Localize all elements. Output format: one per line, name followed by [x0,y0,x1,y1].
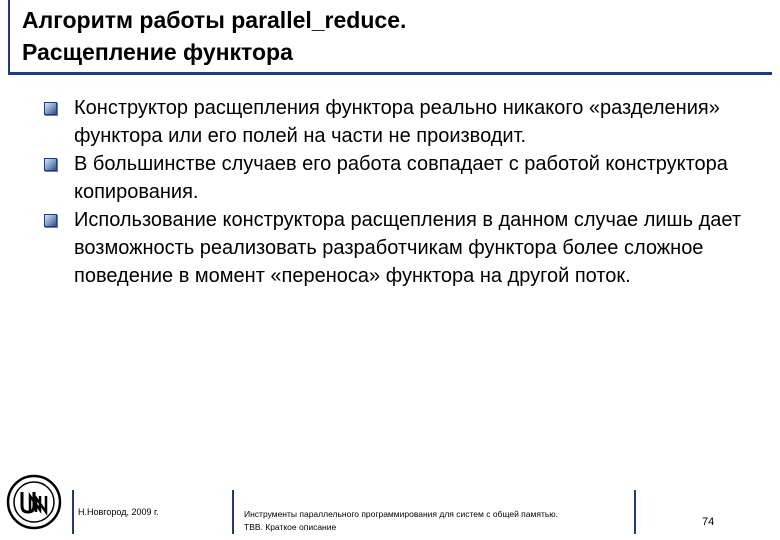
footer-course [244,508,624,534]
footer-divider [634,490,636,534]
slide-title [22,4,762,68]
title-underline [8,72,772,75]
unn-logo-icon [6,474,62,530]
page-number: 74 [702,516,715,528]
bullet-text: Конструктор расщепления функтора реально никакого «разделения» функтора или его полей на части не производит. [74,97,720,147]
footer-location: Н.Новгород, 2009 г. [78,507,159,517]
bullet-text: В большинстве случаев его работа совпадает с работой конструктора копирования. [74,153,728,203]
square-bullet-icon [44,158,57,171]
footer-course-line-1: Инструменты параллельного программирования для систем с общей памятью. [244,509,559,519]
bullet-list [44,94,744,290]
bullet-item [44,150,744,206]
title-line-1: Алгоритм работы parallel_reduce. [22,7,407,33]
footer-divider [232,490,234,534]
title-line-2: Расщепление функтора [22,39,293,65]
footer-divider [72,490,74,534]
square-bullet-icon [44,102,57,115]
bullet-item [44,94,744,150]
footer-course-line-2: TBB. Краткое описание [244,522,337,532]
square-bullet-icon [44,214,57,227]
bullet-text: Использование конструктора расщепления в данном случае лишь дает возможность реализовать разработчикам функтора более сложное поведение в момент «переноса» функтора на другой поток. [74,209,741,287]
bullet-item [44,206,744,290]
